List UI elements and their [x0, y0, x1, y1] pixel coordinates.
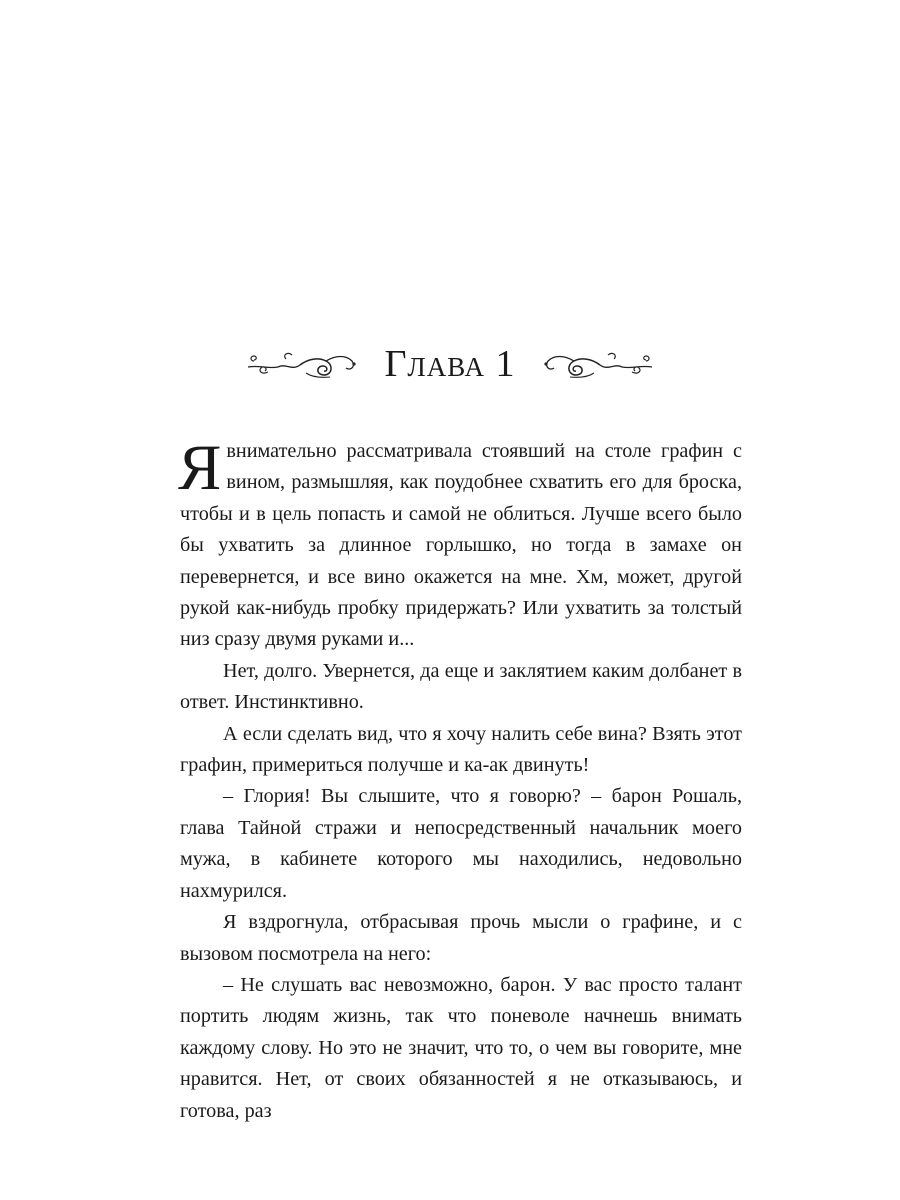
paragraph: А если сделать вид, что я хочу налить себе вина? Взять этот графин, примериться получше и ка-ак двинуть!: [180, 722, 742, 777]
paragraph: – Глория! Вы слышите, что я говорю? – барон Рошаль, глава Тайной стражи и непосредственный начальник моего мужа, в кабинете которого мы находились, недовольно нахмурился.: [180, 785, 742, 902]
paragraph: – Не слушать вас невозможно, барон. У вас просто талант портить людям жизнь, так что поневоле начнешь внимать каждому слову. Но это не значит, что то, о чем вы говорите, мне нравится. Нет, от своих обязанностей я не отказываюсь, и готова, раз: [180, 973, 742, 1122]
paragraph: [178, 432, 742, 656]
chapter-body: [178, 432, 742, 1127]
paragraph: Я вздрогнула, отбрасывая прочь мысли о графине, и с вызовом посмотрела на него:: [180, 911, 742, 965]
chapter-title: Глава 1: [384, 343, 516, 385]
drop-cap: Я: [178, 432, 222, 504]
decorative-swirl-right-icon: [542, 347, 654, 381]
paragraph-text: внимательно рассматривала стоявший на столе графин с вином, размышляя, как поудобнее схватить его для броска, чтобы и в цель попасть и самой не облиться. Лучше всего было бы ухватить за длинное горлышко, но тогда в замахе он перевернется, и все вино окажется на мне. Хм, может, другой рукой как-нибудь пробку придержать? Или ухватить за толстый низ сразу двумя руками и...: [180, 440, 742, 651]
chapter-heading: [0, 336, 900, 392]
paragraph: Нет, долго. Увернется, да еще и заклятием каким долбанет в ответ. Инстинктивно.: [180, 659, 742, 714]
decorative-swirl-left-icon: [246, 347, 358, 381]
